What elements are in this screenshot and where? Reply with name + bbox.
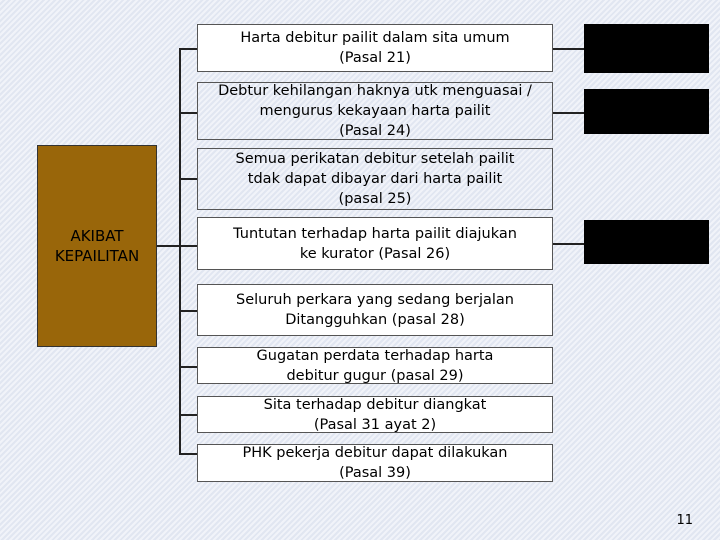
redaction-box (584, 24, 709, 73)
connector-vertical-trunk (179, 48, 181, 454)
node-tuntutan-kurator: Tuntutan terhadap harta pailit diajukan ke kurator (Pasal 26) (197, 217, 553, 270)
node-phk-pekerja: PHK pekerja debitur dapat dilakukan (Pasal 39) (197, 444, 553, 482)
connector-branch (179, 178, 197, 180)
page-number: 11 (676, 513, 693, 528)
node-sita-diangkat: Sita terhadap debitur diangkat (Pasal 31 ayat 2) (197, 396, 553, 433)
redaction-box (584, 220, 709, 264)
connector-right (553, 112, 584, 114)
connector-branch (179, 48, 197, 50)
connector-right (553, 48, 584, 50)
connector-branch (179, 245, 197, 247)
connector-root-link (157, 245, 179, 247)
connector-branch (179, 310, 197, 312)
node-kehilangan-hak: Debtur kehilangan haknya utk menguasai / mengurus kekayaan harta pailit (Pasal 24) (197, 82, 553, 140)
connector-branch (179, 453, 197, 455)
connector-branch (179, 366, 197, 368)
connector-branch (179, 112, 197, 114)
node-perkara-ditangguhkan: Seluruh perkara yang sedang berjalan Ditangguhkan (pasal 28) (197, 284, 553, 336)
node-gugatan-gugur: Gugatan perdata terhadap harta debitur gugur (pasal 29) (197, 347, 553, 384)
connector-branch (179, 414, 197, 416)
root-box-akibat-kepailitan: AKIBAT KEPAILITAN (37, 145, 157, 347)
node-perikatan-debitur: Semua perikatan debitur setelah pailit tdak dapat dibayar dari harta pailit (pasal 25) (197, 148, 553, 210)
connector-right (553, 243, 584, 245)
redaction-box (584, 89, 709, 134)
node-harta-sita-umum: Harta debitur pailit dalam sita umum (Pasal 21) (197, 24, 553, 72)
